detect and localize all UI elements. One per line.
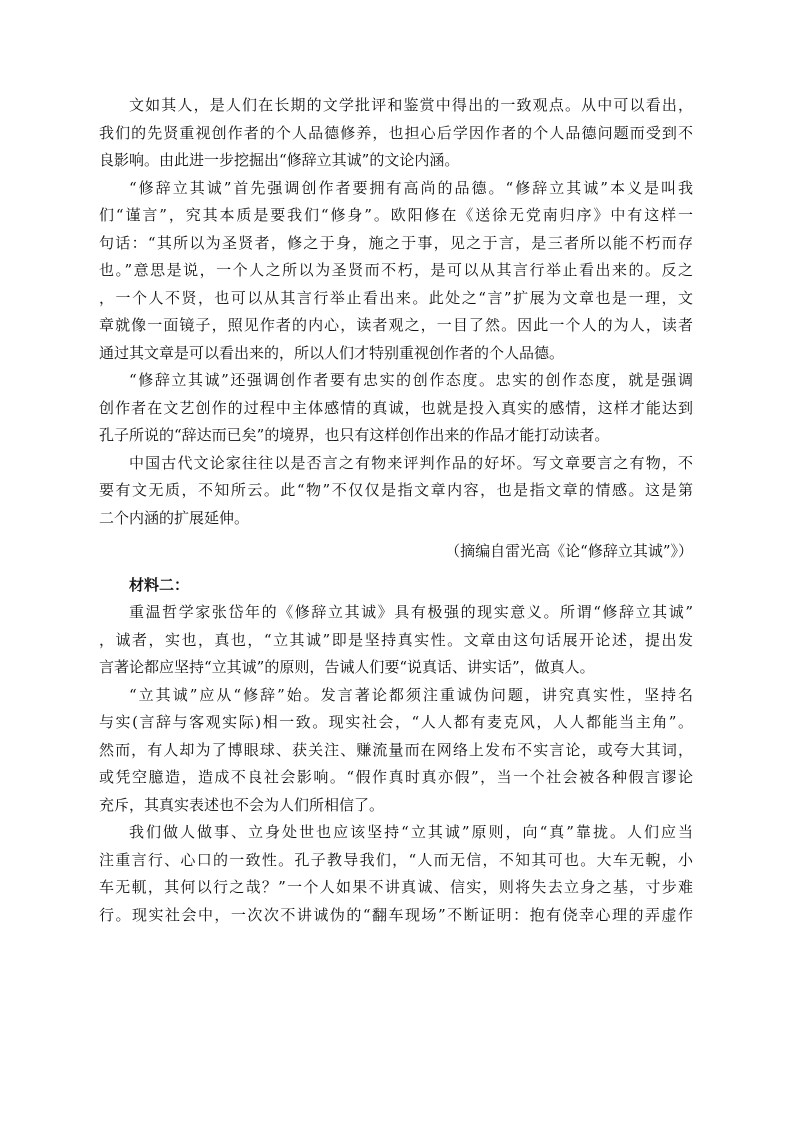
paragraph (99, 599, 693, 682)
text-line: 与实(言辞与客观实际)相一致。现实社会，“人人都有麦克风，人人都能当主角”。 (99, 713, 693, 731)
text-line: 文如其人，是人们在长期的文学批评和鉴赏中得出的一致观点。从中可以看出， (129, 96, 693, 114)
text-line: 创作者在文艺创作的过程中主体感情的真诚，也就是投入真实的感情，这样才能达到 (99, 398, 693, 417)
text-line: ，一个人不贤，也可以从其言行举止看出来。此处之“言”扩展为文章也是一理，文 (99, 288, 693, 307)
paragraph (99, 92, 693, 175)
text-line: 中国古代文论家往往以是否言之有物来评判作品的好坏。写文章要言之有物，不 (129, 453, 693, 472)
text-line: 行。现实社会中，一次次不讲诚伪的“翻车现场”不断证明：抱有侥幸心理的弄虚作 (99, 905, 693, 924)
material-one-body (99, 92, 693, 532)
text-line: 我们的先贤重视创作者的个人品德修养，也担心后学因作者的个人品德问题而受到不 (99, 123, 693, 142)
text-line: 孔子所说的“辞达而已矣”的境界，也只有这样创作出来的作品才能打动读者。 (99, 426, 610, 444)
paragraph (99, 367, 693, 450)
paragraph (99, 682, 693, 820)
paragraph (99, 450, 693, 533)
text-line: 然而，有人却为了博眼球、获关注、赚流量而在网络上发布不实言论，或夸大其词， (99, 740, 693, 759)
text-line: 我们做人做事、立身处世也应该坚持“立其诚”原则，向“真”靠拢。人们应当 (129, 823, 693, 841)
material-two-heading: 材料二： (129, 575, 190, 594)
material-two-body (99, 599, 693, 929)
text-line: 句话：“其所以为圣贤者，修之于身，施之于事，见之于言，是三者所以能不朽而存 (99, 233, 693, 252)
text-line: 车无軏，其何以行之哉？”一个人如果不讲真诚、信实，则将失去立身之基，寸步难 (99, 878, 693, 896)
paragraph (99, 175, 693, 368)
text-line: 通过其文章是可以看出来的，所以人们才特别重视创作者的个人品德。 (99, 343, 565, 362)
text-line: 言著论都应坚持“立其诚”的原则，告诫人们要“说真话、讲实话”，做真人。 (99, 658, 595, 676)
text-line: 充斥，其真实表述也不会为人们所相信了。 (99, 795, 385, 814)
text-line: 章就像一面镜子，照见作者的内心，读者观之，一目了然。因此一个人的为人，读者 (99, 316, 693, 334)
text-line: 们“谨言”，究其本质是要我们“修身”。欧阳修在《送徐无党南归序》中有这样一 (99, 206, 693, 224)
source-citation: （摘编自雷光高《论“修辞立其诚”》） (445, 542, 693, 560)
text-line: 二个内涵的扩展延伸。 (99, 508, 250, 527)
text-line: ，诚者，实也，真也，“立其诚”即是坚持真实性。文章由这句话展开论述，提出发 (99, 630, 693, 649)
text-line: 要有文无质，不知所云。此“物”不仅仅是指文章内容，也是指文章的情感。这是第 (99, 481, 693, 499)
document-page (99, 92, 693, 929)
text-line: 良影响。由此进一步挖掘出“修辞立其诚”的文论内涵。 (99, 151, 460, 169)
paragraph (99, 819, 693, 929)
text-line: 也。”意思是说，一个人之所以为圣贤而不朽，是可以从其言行举止看出来的。反之 (99, 261, 693, 279)
text-line: 或凭空臆造，造成不良社会影响。“假作真时真亦假”，当一个社会被各种假言谬论 (99, 768, 693, 786)
text-line: “立其诚”应从“修辞”始。发言著论都须注重诚伪问题，讲究真实性，坚持名 (129, 685, 693, 704)
text-line: 注重言行、心口的一致性。孔子教导我们，“人而无信，不知其可也。大车无輗，小 (99, 850, 693, 869)
text-line: “修辞立其诚”首先强调创作者要拥有高尚的品德。“修辞立其诚”本义是叫我 (129, 178, 693, 197)
text-line: 重温哲学家张岱年的《修辞立其诚》具有极强的现实意义。所谓“修辞立其诚” (129, 603, 693, 621)
text-line: “修辞立其诚”还强调创作者要有忠实的创作态度。忠实的创作态度，就是强调 (129, 371, 693, 389)
